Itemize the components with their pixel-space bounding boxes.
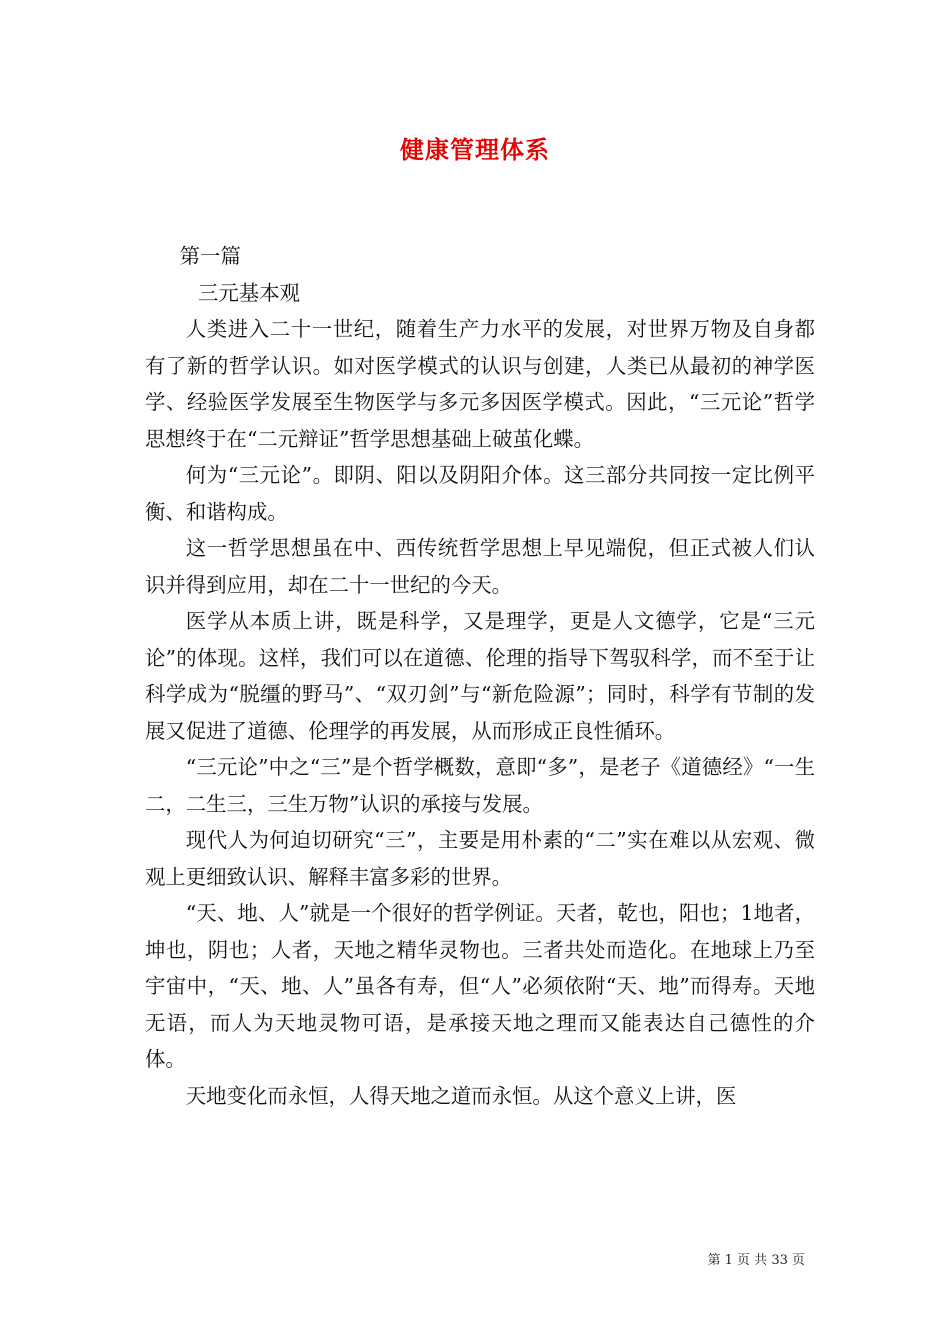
- paragraph: 医学从本质上讲，既是科学，又是理学，更是人文德学，它是“三元论”的体现。这样，我们可以在道德、伦理的指导下驾驭科学，而不至于让科学成为“脱缰的野马”、“双刃剑”与“新危险源”；同时，科学有节制的发展又促进了道德、伦理学的再发展，从而形成正良性循环。: [145, 609, 815, 743]
- paragraph: 何为“三元论”。即阴、阳以及阴阳介体。这三部分共同按一定比例平衡、和谐构成。: [145, 463, 815, 524]
- paragraph: 现代人为何迫切研究“三”，主要是用朴素的“二”实在难以从宏观、微观上更细致认识、解释丰富多彩的世界。: [145, 828, 815, 889]
- paragraph: “天、地、人”就是一个很好的哲学例证。天者，乾也，阳也；1地者，坤也，阴也；人者，天地之精华灵物也。三者共处而造化。在地球上乃至宇宙中，“天、地、人”虽各有寿，但“人”必须依附“天、地”而得寿。天地无语，而人为天地灵物可语，是承接天地之理而又能表达自己德性的介体。: [145, 901, 815, 1071]
- document-body: [145, 238, 815, 1114]
- paragraph: 天地变化而永恒，人得天地之道而永恒。从这个意义上讲，医: [185, 1083, 737, 1108]
- page-footer: 第 1 页 共 33 页: [707, 1253, 805, 1268]
- paragraph: 人类进入二十一世纪，随着生产力水平的发展，对世界万物及自身都有了新的哲学认识。如对医学模式的认识与创建，人类已从最初的神学医学、经验医学发展至生物医学与多元多因医学模式。因此，“三元论”哲学思想终于在“二元辩证”哲学思想基础上破茧化蝶。: [145, 317, 815, 451]
- paragraph: 这一哲学思想虽在中、西传统哲学思想上早见端倪，但正式被人们认识并得到应用，却在二十一世纪的今天。: [145, 536, 815, 597]
- section-label: 第一篇: [179, 244, 241, 268]
- page-title: 健康管理体系: [400, 135, 550, 164]
- section-title: 三元基本观: [198, 280, 300, 305]
- paragraph: “三元论”中之“三”是个哲学概数，意即“多”，是老子《道德经》“一生二，二生三，三生万物”认识的承接与发展。: [145, 755, 815, 816]
